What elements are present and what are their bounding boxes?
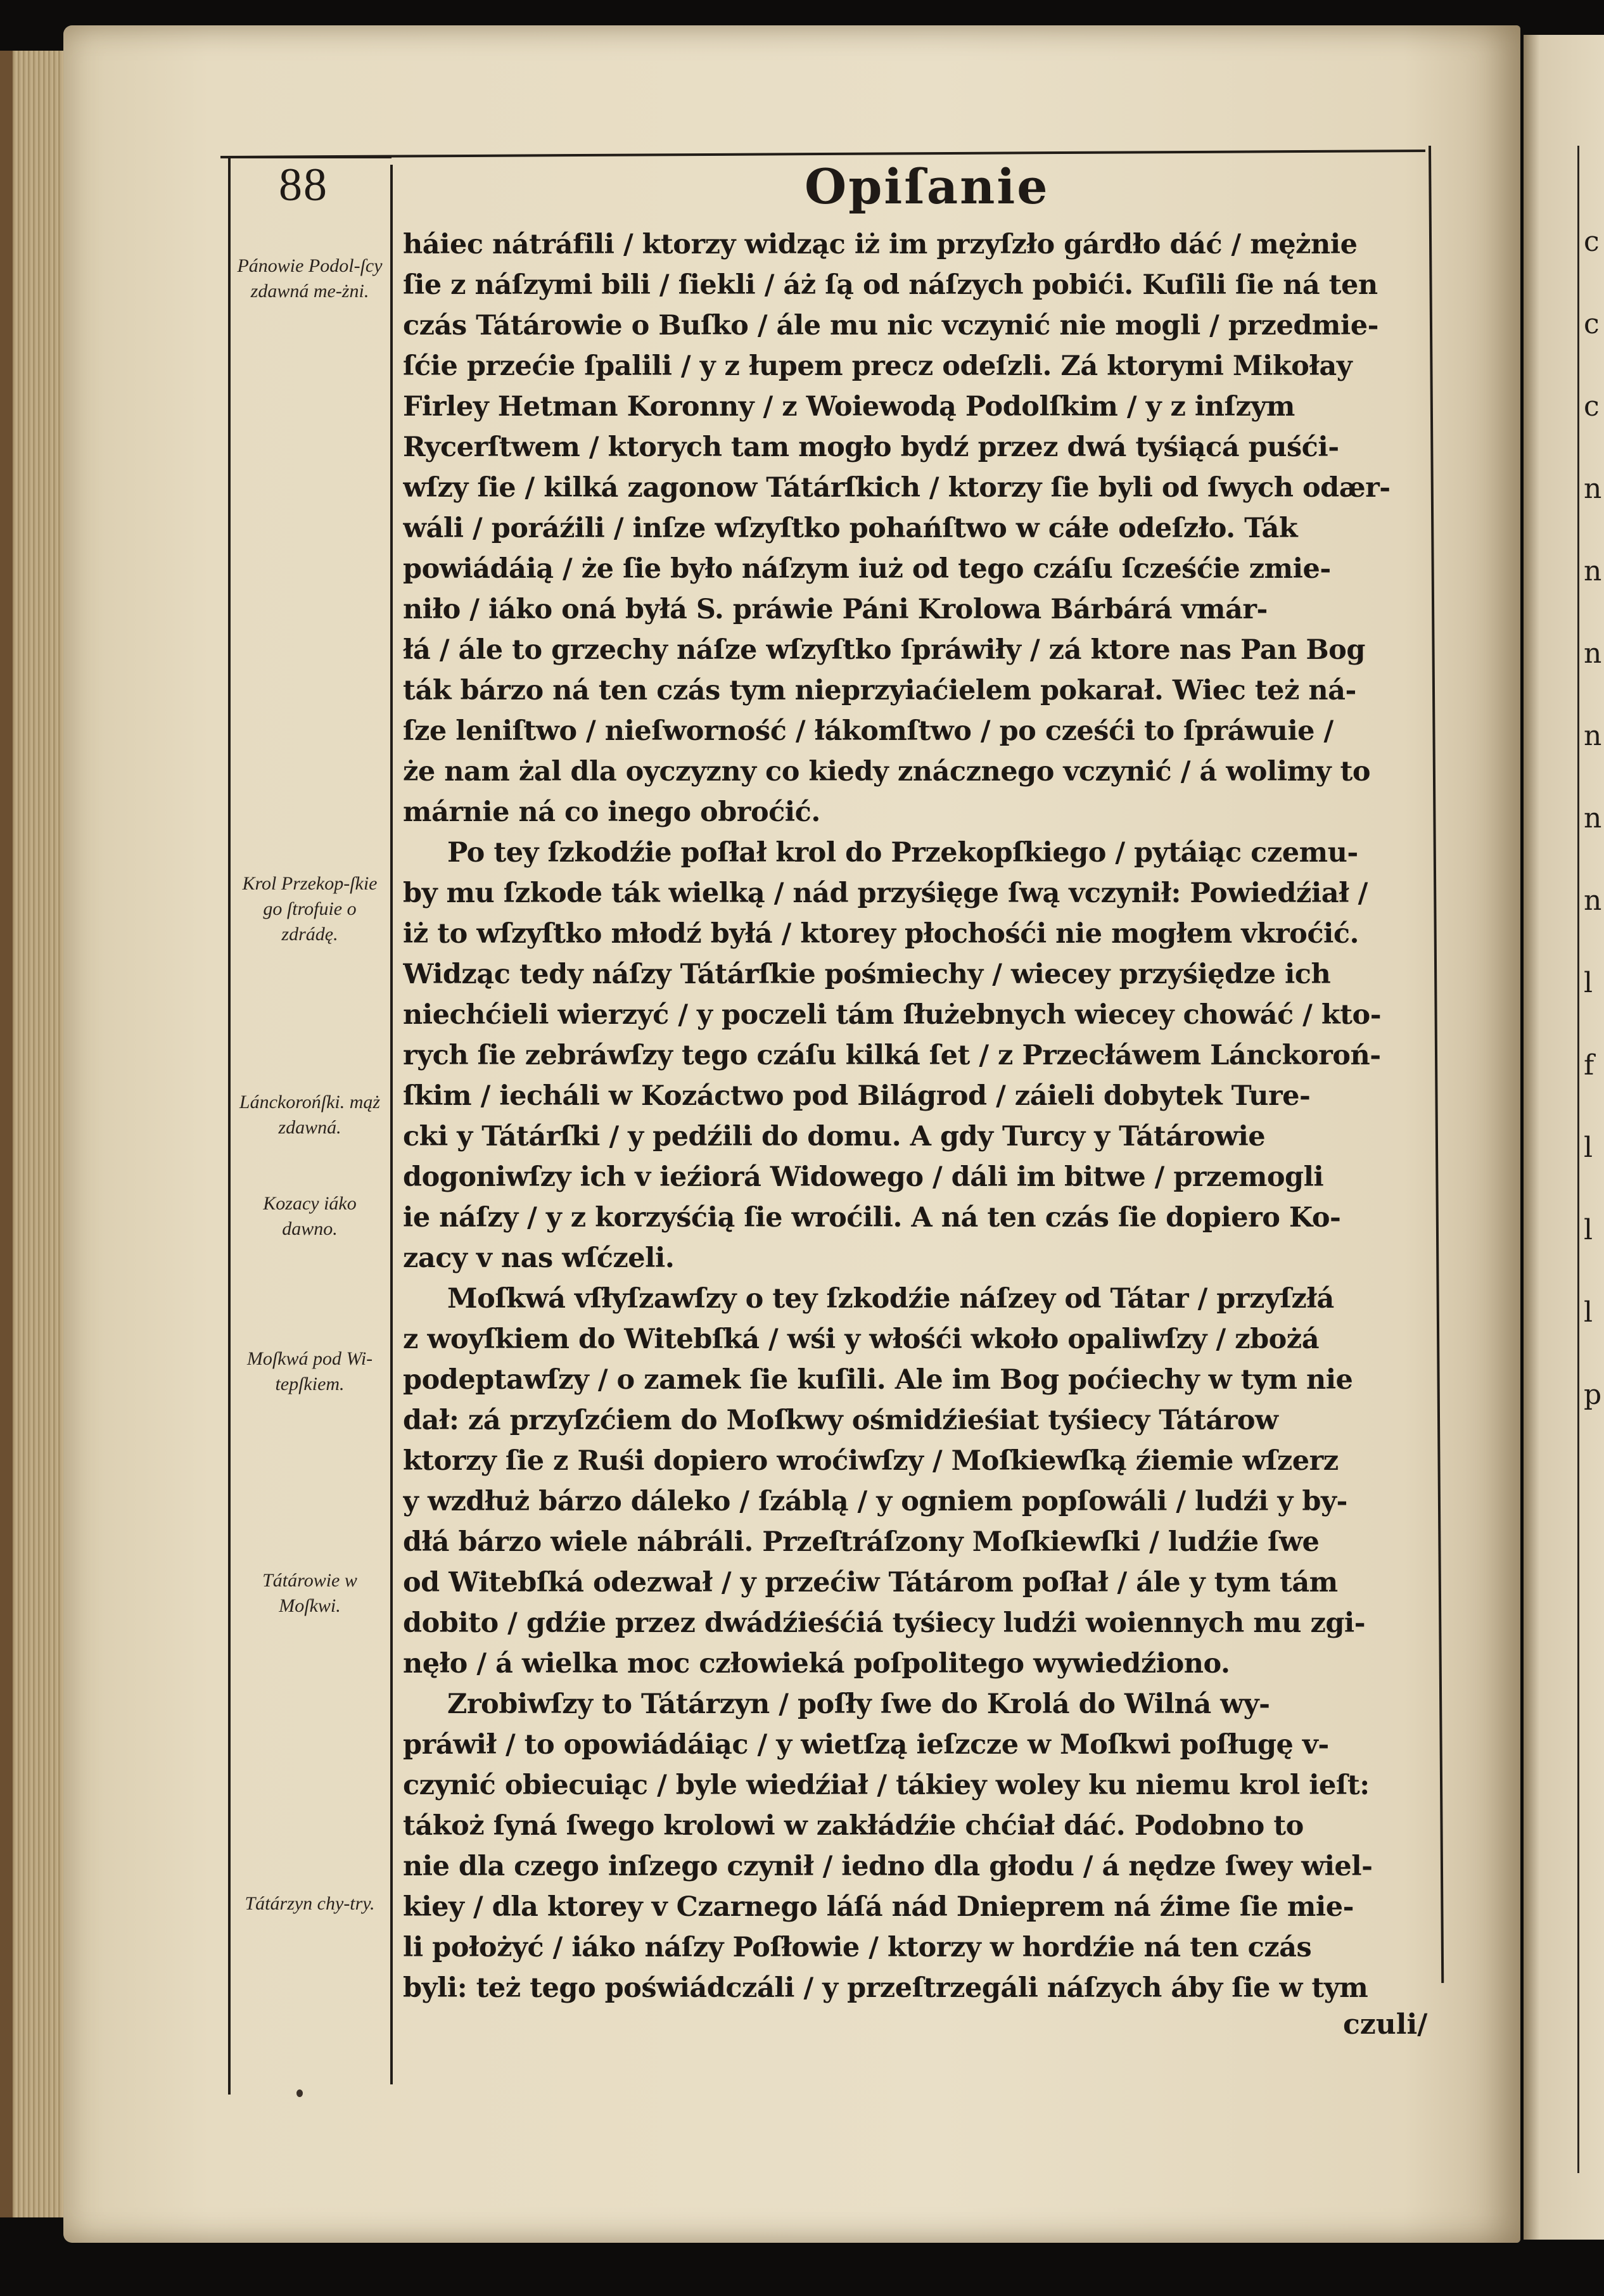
text-line: tákoż ſyná ſwego krolowi w zakłádźie chćiał dáć. Podobno to — [403, 1810, 1304, 1842]
text-line: háiec nátráfili / ktorzy widząc iż im przyſzło gárdło dáć / mężnie — [403, 229, 1358, 260]
page-number: 88 — [279, 159, 328, 211]
facing-page-letter: l — [1584, 1296, 1593, 1329]
facing-page-letter: n — [1584, 884, 1602, 917]
facing-page-letter: l — [1584, 1214, 1593, 1246]
running-title: Opiſanie — [805, 158, 1050, 215]
text-line: kiey / dla ktorey v Czarnego láſá nád Dnieprem ná źime ſie mie- — [403, 1891, 1354, 1923]
facing-page-letter: c — [1584, 226, 1600, 258]
text-line: Moſkwá vſłyſzawſzy o tey ſzkodźie náſzey od Tátar / przyſzłá — [447, 1283, 1334, 1315]
facing-page-letter: n — [1584, 720, 1602, 752]
ornament-dot — [296, 2089, 303, 2097]
facing-page-letter: n — [1584, 802, 1602, 834]
text-line: Zrobiwſzy to Tátárzyn / poſły ſwe do Krolá do Wilná wy- — [447, 1688, 1270, 1720]
text-line: li położyć / iáko náſzy Poſłowie / ktorzy w hordźie ná ten czás — [403, 1932, 1312, 1963]
text-line: czynić obiecuiąc / byle wiedźiał / tákiey woley ku niemu krol ieſt: — [403, 1770, 1370, 1801]
margin-note: Lánckorońſki. mąż zdawná. — [239, 1092, 381, 1138]
margin-rule-inner — [390, 165, 393, 2084]
margin-note: Kozacy iáko dawno. — [263, 1193, 357, 1239]
text-line: ſkim / iecháli w Kozáctwo pod Bilágrod / záieli dobytek Ture- — [403, 1080, 1311, 1112]
text-line: Firley Hetman Koronny / z Woiewodą Podolſkim / y z inſzym — [403, 391, 1295, 423]
text-line: od Witebſká odezwał / y przećiw Tátárom poſłał / ále y tym tám — [403, 1567, 1338, 1598]
text-line: y wzdłuż bárzo dáleko / ſzáblą / y ogniem popſowáli / ludźi y by- — [403, 1486, 1347, 1517]
facing-page-rule — [1577, 146, 1579, 2173]
margin-note: Tátárowie w Moſkwi. — [262, 1570, 357, 1616]
text-line: Rycerſtwem / ktorych tam mogło bydź przez dwá tyśiącá puśći- — [403, 431, 1339, 463]
text-line: dał: zá przyſzćiem do Moſkwy ośmidźieśiat tyśiecy Tátárow — [403, 1405, 1278, 1436]
facing-page-letter: l — [1584, 1132, 1593, 1164]
text-line: Widząc tedy náſzy Tátárſkie pośmiechy / wiecey przyśiędze ich — [403, 959, 1331, 990]
text-line: ſie z náſzymi bili / ſiekli / áż ſą od náſzych pobići. Kuſili ſie ná ten — [403, 269, 1378, 301]
text-line: dobito / gdźie przez dwádźieśćiá tyśiecy ludźi woiennych mu zgi- — [403, 1607, 1366, 1639]
facing-page-letter: c — [1584, 308, 1600, 340]
facing-page-letter: f — [1584, 1049, 1594, 1081]
facing-page-letter: n — [1584, 637, 1602, 670]
catchword: czuli/ — [1343, 2008, 1428, 2041]
text-line: ſze leniſtwo / nieſworność / łákomſtwo / po cześći to ſpráwuie / — [403, 715, 1333, 747]
text-line: márnie ná co inego obroćić. — [403, 796, 820, 828]
text-line: że nam żal dla oyczyzny co kiedy znácznego vczynić / á wolimy to — [403, 756, 1371, 788]
text-line: nęło / á wielka moc człowieká poſpolitego wywiedźiono. — [403, 1648, 1230, 1680]
facing-page-letter: n — [1584, 473, 1602, 505]
text-line: ie náſzy / y z korzyśćią ſie wroćili. A ná ten czás ſie dopiero Ko- — [403, 1202, 1341, 1234]
margin-note: Krol Przekop-ſkie go ſtrofuie o zdrádę. — [242, 873, 378, 945]
facing-page-letter: p — [1584, 1379, 1602, 1411]
text-line: powiádáią / że ſie było náſzym iuż od tego czáſu ſcześćie zmie- — [403, 553, 1331, 585]
text-line: ták bárzo ná ten czás tym nieprzyiaćielem pokarał. Wiec też ná- — [403, 675, 1356, 706]
text-line: dłá bárzo wiele nábráli. Przeſtráſzony Moſkiewſki / ludźie ſwe — [403, 1526, 1320, 1558]
text-line: z woyſkiem do Witebſká / wśi y włośći wkoło opaliwſzy / zbożá — [403, 1323, 1320, 1355]
text-line: rych ſie zebráwſzy tego czáſu kilká ſet / z Przecłáwem Lánckoroń- — [403, 1040, 1381, 1071]
text-line: by mu ſzkode ták wielką / nád przyśięge ſwą vczynił: Powiedźiał / — [403, 877, 1368, 909]
text-line: Po tey ſzkodźie poſłał krol do Przekopſkiego / pytáiąc czemu- — [447, 837, 1358, 869]
body-text — [403, 224, 1429, 2008]
facing-page-letter: l — [1584, 967, 1593, 999]
text-line: niechćieli wierzyć / y poczeli tám ſłużebnych wiecey chowáć / kto- — [403, 999, 1382, 1031]
facing-page-letter: c — [1584, 390, 1600, 423]
text-line: ktorzy ſie z Ruśi dopiero wroćiwſzy / Moſkiewſką źiemie wſzerz — [403, 1445, 1339, 1477]
text-line: podeptawſzy / o zamek ſie kuſili. Ale im Bog poćiechy w tym nie — [403, 1364, 1353, 1396]
margin-note: Tátárzyn chy-try. — [245, 1893, 375, 1914]
text-line: łá / ále to grzechy náſze wſzyſtko ſpráwiły / zá ktore nas Pan Bog — [403, 634, 1365, 666]
margin-rule-outer — [228, 156, 231, 2095]
text-line: niło / iáko oná byłá S. práwie Páni Krolowa Bárbárá vmár- — [403, 594, 1268, 625]
text-line: byli: też tego poświádczáli / y przeſtrzegáli náſzych áby ſie w tym — [403, 1972, 1368, 2004]
text-line: zacy v nas wſćzeli. — [403, 1242, 675, 1274]
text-line: wſzy ſie / kilká zagonow Tátárſkich / ktorzy ſie byli od ſwych odær- — [403, 472, 1391, 504]
binding-edge — [0, 51, 13, 2217]
margin-note: Pánowie Podol-ſcy zdawná me-żni. — [237, 255, 383, 302]
text-line: práwił / to opowiádáiąc / y wietſzą ieſzcze w Moſkwi poſługę v- — [403, 1729, 1329, 1761]
text-line: nie dla czego inſzego czynił / iedno dla głodu / á nędze ſwey wiel- — [403, 1851, 1373, 1882]
text-line: czás Tátárowie o Buſko / ále mu nic vczynić nie mogli / przedmie- — [403, 310, 1378, 341]
text-line: cki y Tátárſki / y pedźili do domu. A gdy Turcy y Tátárowie — [403, 1121, 1266, 1152]
text-line: dogoniwſzy ich v ieźiorá Widowego / dáli im bitwe / przemogli — [403, 1161, 1324, 1193]
margin-note: Moſkwá pod Wi-tepſkiem. — [246, 1348, 373, 1394]
text-line: ſćie przećie ſpalili / y z łupem precz odeſzli. Zá ktorymi Mikołay — [403, 350, 1353, 382]
facing-page-letter: n — [1584, 555, 1602, 587]
text-line: iż to wſzyſtko młodź byłá / ktorey płochośći nie mogłem vkroćić. — [403, 918, 1359, 950]
text-line: wáli / poráźili / inſze wſzyſtko pohańſtwo w cáłe odeſzło. Ták — [403, 513, 1298, 544]
